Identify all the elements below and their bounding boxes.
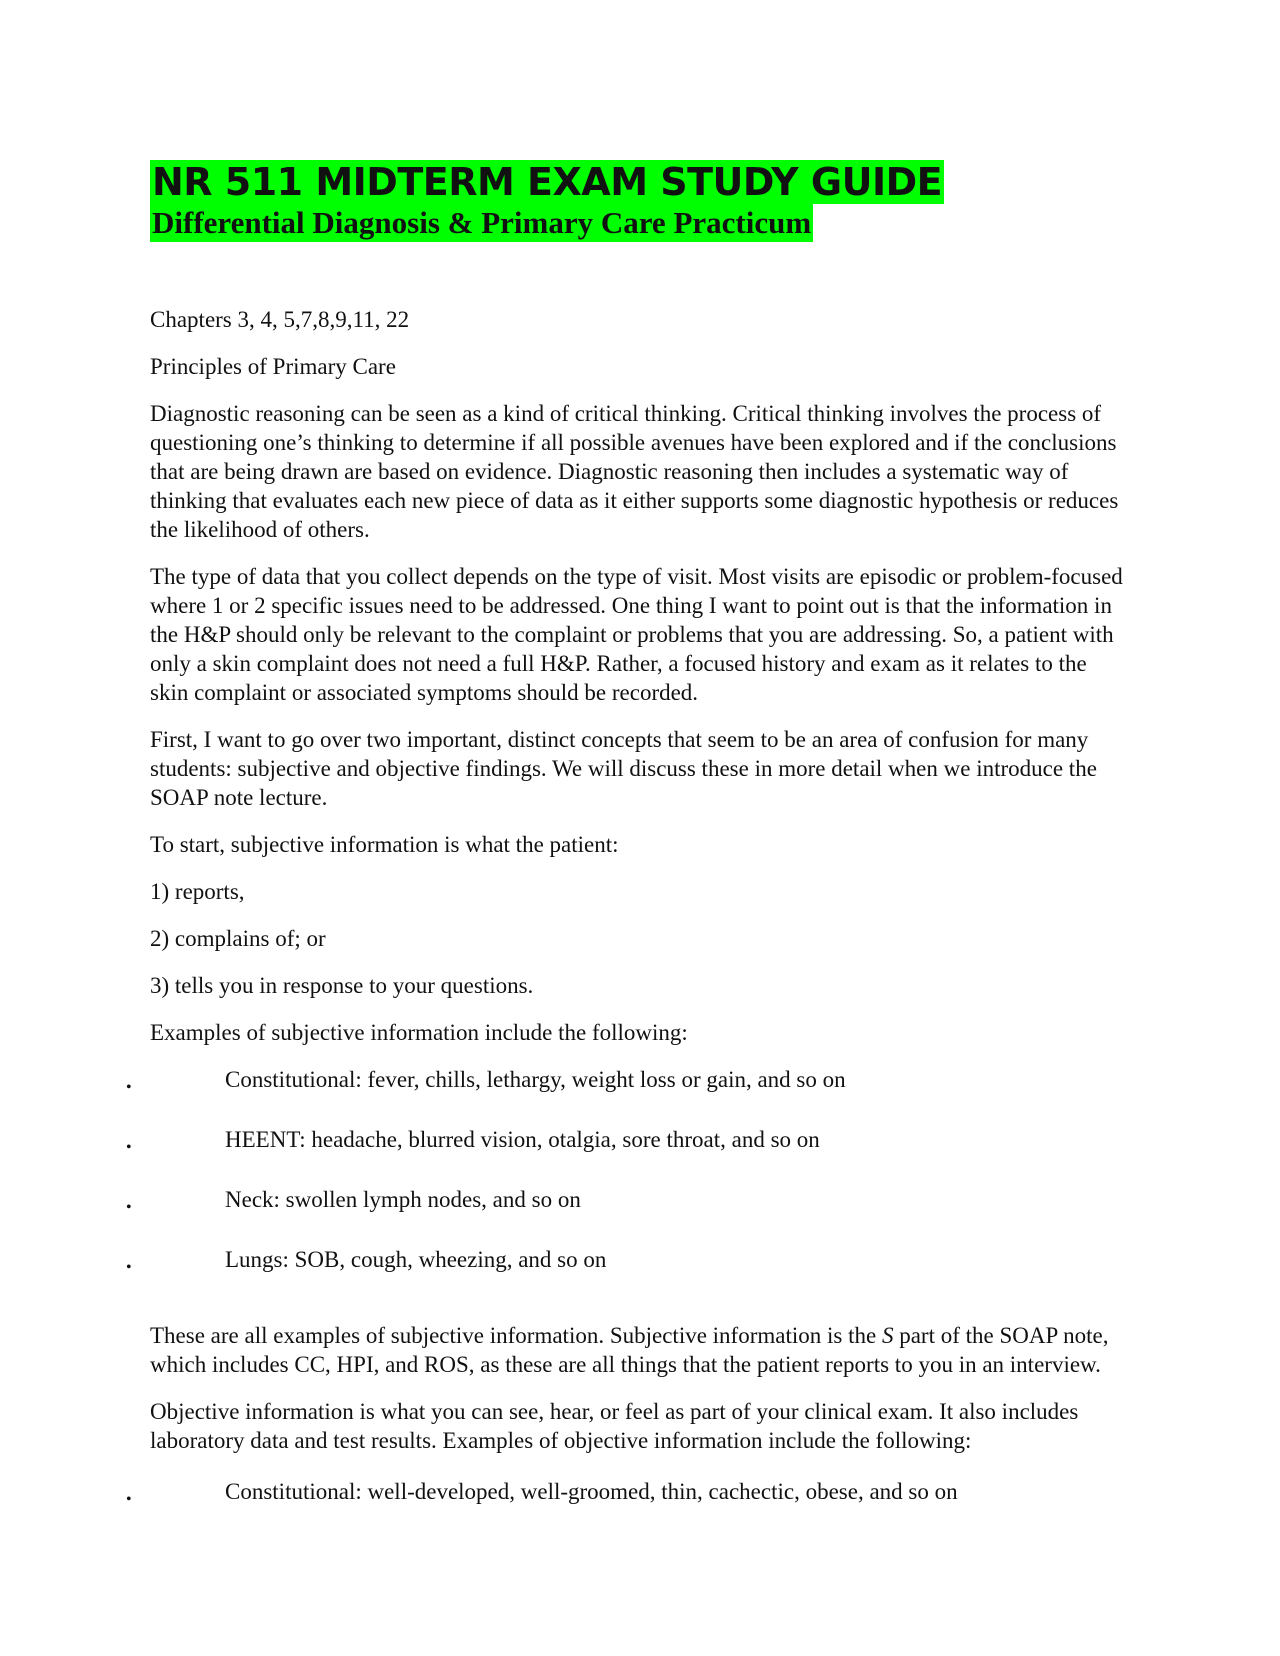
subjective-bullet-list [126, 1065, 1130, 1305]
paragraph-subjective-definition: To start, subjective information is what the patient: [150, 832, 619, 857]
numbered-item-1: 1) reports, [150, 879, 245, 904]
numbered-item-3: 3) tells you in response to your questions. [150, 973, 534, 998]
document-subtitle: Differential Diagnosis & Primary Care Practicum [152, 205, 812, 240]
summary-italic-s: S [881, 1323, 894, 1348]
paragraph-data-type: The type of data that you collect depends on the type of visit. Most visits are episodic or problem-focused where 1 or 2 specific issues need to be addressed. One thing I want to point out is that the information in the H&P should only be relevant to the complaint or problems that you are addressing. So, a patient with only a skin complaint does not need a full H&P. Rather, a focused history and exam as it relates to the skin complaint or associated symptoms should be recorded. [150, 564, 1123, 705]
bullet-item [126, 1125, 1130, 1185]
bullet-text: Constitutional: fever, chills, lethargy, weight loss or gain, and so on [225, 1067, 846, 1092]
paragraph-subjective-summary [150, 1321, 1130, 1379]
title-block [150, 160, 944, 242]
summary-text-end: part of the SOAP note, which includes CC, HPI, and ROS, as these are all things that the patient reports to you in an interview. [150, 1323, 1109, 1377]
bullet-item [126, 1185, 1130, 1245]
bullet-text: Lungs: SOB, cough, wheezing, and so on [225, 1247, 607, 1272]
numbered-item-2: 2) complains of; or [150, 926, 326, 951]
bullet-item [126, 1065, 1130, 1125]
bullet-icon: • [126, 1139, 132, 1156]
paragraph-subjective-objective: First, I want to go over two important, distinct concepts that seem to be an area of confusion for many students: subjective and objective findings. We will discuss these in more detail when we introduce the SOAP note lecture. [150, 727, 1097, 810]
bullet-icon: • [126, 1079, 132, 1096]
paragraph-objective-definition: Objective information is what you can see, hear, or feel as part of your clinical exam. It also includes laboratory data and test results. Examples of objective information include the following: [150, 1399, 1079, 1453]
bullet-text: Constitutional: well-developed, well-groomed, thin, cachectic, obese, and so on [225, 1479, 958, 1504]
summary-text-start: These are all examples of subjective information. Subjective information is the [150, 1323, 882, 1348]
section-heading: Principles of Primary Care [150, 354, 396, 379]
bullet-icon: • [126, 1259, 132, 1276]
bullet-text: HEENT: headache, blurred vision, otalgia, sore throat, and so on [225, 1127, 820, 1152]
document-body [126, 305, 1130, 1537]
bullet-item [126, 1477, 1130, 1537]
subjective-examples-intro: Examples of subjective information include the following: [150, 1020, 688, 1045]
chapters-line: Chapters 3, 4, 5,7,8,9,11, 22 [150, 307, 410, 332]
bullet-text: Neck: swollen lymph nodes, and so on [225, 1187, 581, 1212]
bullet-icon: • [126, 1491, 132, 1508]
bullet-icon: • [126, 1199, 132, 1216]
bullet-item [126, 1245, 1130, 1305]
paragraph-diagnostic-reasoning: Diagnostic reasoning can be seen as a kind of critical thinking. Critical thinking involves the process of questioning one’s thinking to determine if all possible avenues have been explored and if the conclusions that are being drawn are based on evidence. Diagnostic reasoning then includes a systematic way of thinking that evaluates each new piece of data as it either supports some diagnostic hypothesis or reduces the likelihood of others. [150, 401, 1119, 542]
document-title: NR 511 MIDTERM EXAM STUDY GUIDE [152, 160, 943, 204]
objective-bullet-list [126, 1477, 1130, 1537]
